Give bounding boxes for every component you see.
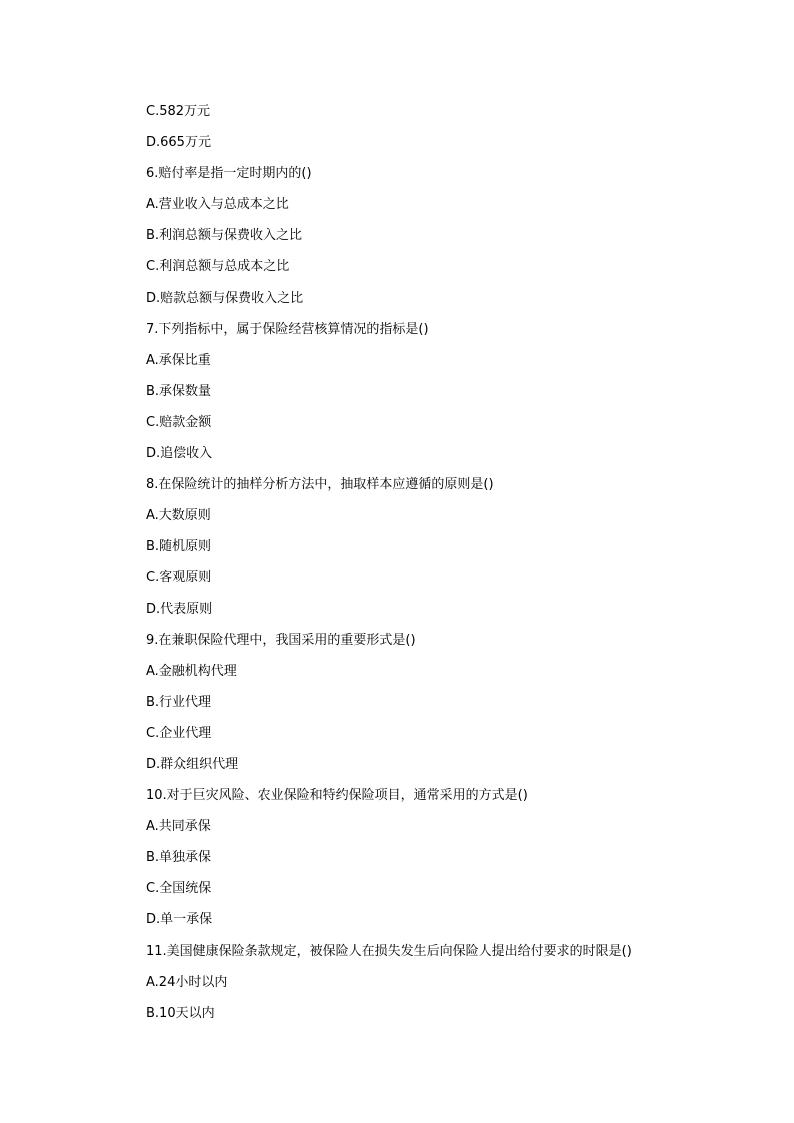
option-d-q5: D.665万元 (146, 135, 211, 151)
option-a-q8: A.大数原则 (146, 508, 211, 524)
question-8: 8.在保险统计的抽样分析方法中，抽取样本应遵循的原则是() (146, 477, 494, 493)
option-b-q8: B.随机原则 (146, 539, 212, 555)
question-6: 6.赔付率是指一定时期内的() (146, 166, 312, 182)
option-b-q7: B.承保数量 (146, 383, 212, 399)
question-11: 11.美国健康保险条款规定，被保险人在损失发生后向保险人提出给付要求的时限是() (146, 943, 632, 959)
option-d-q10: D.单一承保 (146, 912, 213, 928)
option-b-q10: B.单独承保 (146, 850, 212, 866)
option-c-q7: C.赔款金额 (146, 414, 212, 430)
option-c-q8: C.客观原则 (146, 570, 212, 586)
question-list (146, 101, 746, 1034)
option-c-q5: C.582万元 (146, 104, 211, 119)
option-d-q9: D.群众组织代理 (146, 756, 239, 772)
option-a-q6: A.营业收入与总成本之比 (146, 197, 289, 213)
option-b-q11: B.10天以内 (146, 1005, 215, 1021)
question-7: 7.下列指标中，属于保险经营核算情况的指标是() (146, 321, 429, 337)
option-a-q7: A.承保比重 (146, 352, 211, 368)
option-a-q10: A.共同承保 (146, 819, 211, 835)
option-d-q8: D.代表原则 (146, 601, 213, 617)
option-c-q9: C.企业代理 (146, 725, 212, 741)
option-a-q9: A.金融机构代理 (146, 663, 237, 679)
option-b-q9: B.行业代理 (146, 694, 212, 710)
option-b-q6: B.利润总额与保费收入之比 (146, 228, 303, 244)
option-d-q6: D.赔款总额与保费收入之比 (146, 290, 304, 306)
question-9: 9.在兼职保险代理中，我国采用的重要形式是() (146, 632, 416, 648)
option-d-q7: D.追偿收入 (146, 446, 213, 462)
option-c-q6: C.利润总额与总成本之比 (146, 259, 290, 275)
option-a-q11: A.24小时以内 (146, 974, 228, 990)
option-c-q10: C.全国统保 (146, 881, 212, 897)
question-10: 10.对于巨灾风险、农业保险和特约保险项目，通常采用的方式是() (146, 788, 528, 804)
